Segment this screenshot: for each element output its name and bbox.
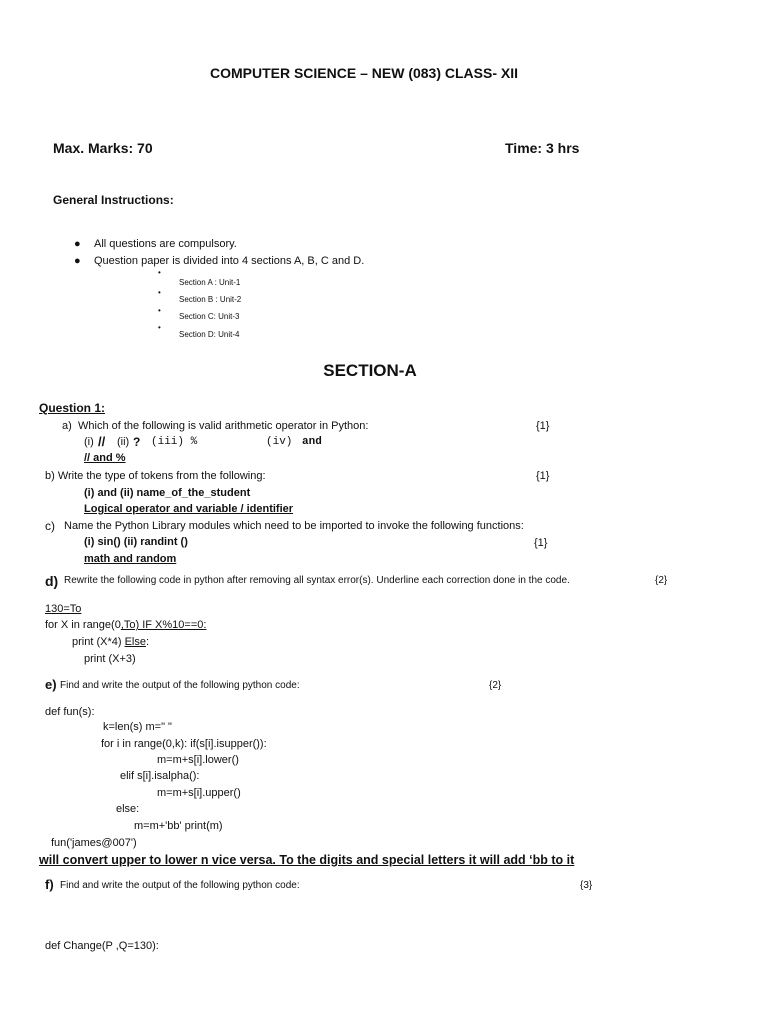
code-line: m=m+s[i].upper(): [157, 787, 241, 799]
instruction-item: Question paper is divided into 4 sections A, B, C and D.: [94, 255, 365, 267]
code-line: elif s[i].isalpha():: [120, 770, 200, 782]
q1f-text: Find and write the output of the following python code:: [60, 880, 300, 891]
q1c-answer: math and random: [84, 553, 177, 565]
instruction-item: All questions are compulsory.: [94, 238, 237, 250]
q1b-options: (i) and (ii) name_of_the_student: [84, 487, 251, 499]
section-heading: SECTION-A: [323, 361, 417, 380]
code-line: [72, 636, 149, 648]
bullet-icon: •: [158, 268, 161, 277]
section-list-item: Section C: Unit-3: [179, 312, 240, 321]
q1e-text: Find and write the output of the following python code:: [60, 680, 300, 691]
q1f-marks: {3}: [580, 880, 593, 891]
code-line: else:: [116, 803, 140, 815]
q1a-marks: {1}: [536, 420, 550, 432]
q1a-option-iv-value: and: [302, 436, 322, 448]
q1c-marks: {1}: [534, 537, 548, 549]
code-correction: :: [203, 619, 207, 631]
general-instructions-heading: General Instructions:: [53, 193, 174, 207]
q1b-answer: Logical operator and variable / identifier: [84, 503, 294, 515]
code-line: 130=To: [45, 603, 82, 615]
q1e-answer: will convert upper to lower n vice versa. To the digits and special letters it will add ‘bb to it: [39, 853, 575, 867]
question-label: Question 1:: [39, 401, 106, 415]
bullet-icon: •: [158, 323, 161, 332]
bullet-icon: •: [158, 288, 161, 297]
section-list-item: Section D: Unit-4: [179, 330, 240, 339]
page-title: COMPUTER SCIENCE – NEW (083) CLASS- XII: [209, 65, 519, 81]
code-line: for i in range(0,k): if(s[i].isupper()):: [101, 738, 267, 750]
q1e-marks: {2}: [489, 680, 502, 691]
q1a-option-i-label: (i): [84, 436, 94, 448]
code-segment: print (X*4): [72, 636, 125, 648]
q1e-prefix: e): [45, 677, 57, 692]
code-line: print (X+3): [84, 653, 136, 665]
q1d-prefix: d): [45, 573, 59, 589]
q1d-marks: {2}: [655, 575, 668, 586]
code-line: def fun(s):: [45, 706, 95, 718]
q1d-text: Rewrite the following code in python after removing all syntax error(s). Underline each correction done in the code.: [64, 575, 570, 586]
code-correction: Else: [124, 636, 146, 648]
q1a-text: Which of the following is valid arithmetic operator in Python:: [78, 420, 369, 432]
bullet-icon: •: [158, 306, 161, 315]
q1c-prefix: c): [45, 519, 55, 533]
q1a-prefix: a): [62, 420, 72, 432]
code-line: m=m+'bb' print(m): [134, 820, 223, 832]
q1a-answer: // and %: [84, 452, 126, 464]
q1f-prefix: f): [45, 877, 54, 892]
q1a-option-iii: (iii) %: [151, 436, 198, 448]
code-line: m=m+s[i].lower(): [157, 754, 239, 766]
q1c-text: Name the Python Library modules which need to be imported to invoke the following functions:: [64, 520, 524, 532]
q1a-option-ii-value: ?: [133, 435, 141, 449]
code-segment: :: [145, 636, 150, 648]
q1b-marks: {1}: [536, 470, 550, 482]
time-allowed: Time: 3 hrs: [505, 140, 580, 156]
max-marks: Max. Marks: 70: [53, 140, 153, 156]
q1c-options: (i) sin() (ii) randint (): [84, 536, 188, 548]
code-segment: for X in range(0: [45, 619, 121, 631]
code-line: [45, 619, 206, 631]
code-line: fun('james@007'): [51, 837, 137, 849]
section-list-item: Section A : Unit-1: [179, 278, 241, 287]
code-correction: ,To) IF X%10==0: [120, 619, 204, 631]
q1b-text: b) Write the type of tokens from the following:: [45, 470, 266, 482]
bullet-icon: ●: [74, 255, 81, 267]
q1a-option-ii-label: (ii): [117, 436, 130, 448]
code-line: k=len(s) m=" ": [103, 721, 172, 733]
bullet-icon: ●: [74, 238, 81, 250]
q1a-option-i-value: //: [98, 434, 106, 449]
section-list-item: Section B : Unit-2: [179, 295, 242, 304]
q1a-option-iv-label: (iv): [266, 436, 293, 448]
code-line: def Change(P ,Q=130):: [45, 940, 159, 952]
